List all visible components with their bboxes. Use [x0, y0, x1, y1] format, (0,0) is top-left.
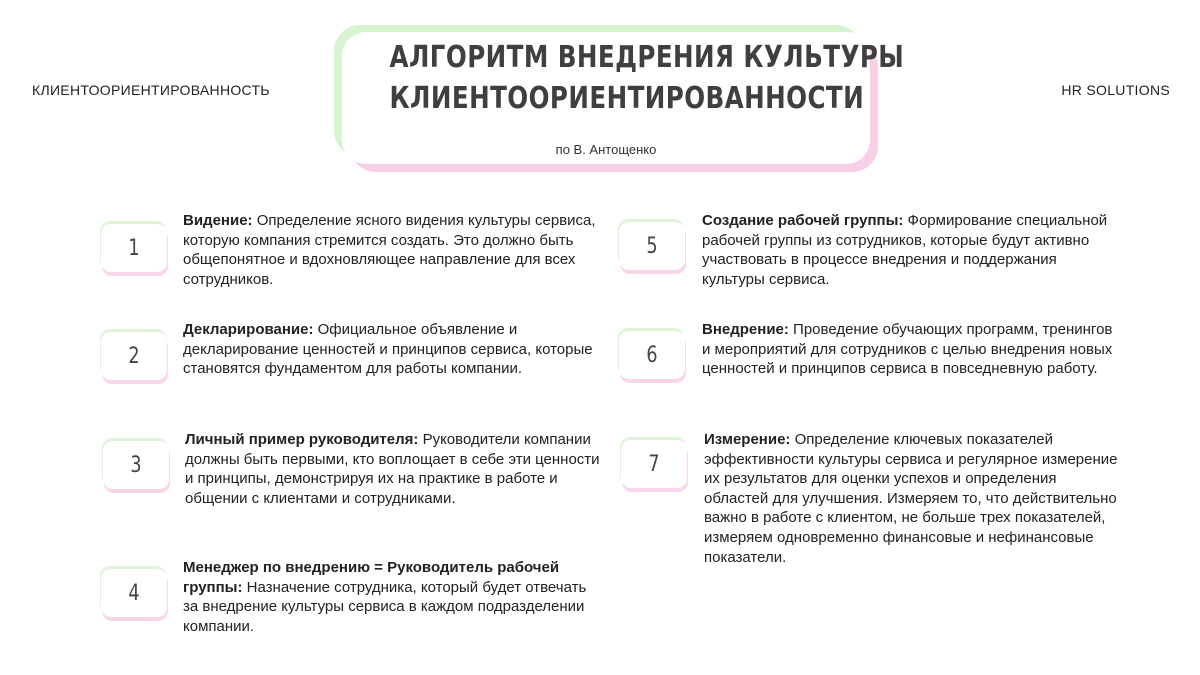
badge-face: [103, 441, 169, 489]
step-description: Официальное объявление и декларирование ценностей и принципов сервиса, которые становятся фундаментом для работы компании.: [183, 321, 593, 378]
step-text: [704, 430, 1124, 567]
step-number: 5: [646, 233, 658, 259]
step-number: 6: [646, 342, 658, 368]
step-title: Измерение:: [704, 431, 791, 448]
step-badge: [100, 224, 168, 274]
step-title: Менеджер по внедрению = Руководитель рабочей группы:: [183, 559, 560, 596]
step-title: Декларирование:: [183, 321, 314, 338]
step-badge: [620, 440, 688, 490]
step-description: Руководители компании должны быть первыми, кто воплощает в себе эти ценности и принципы, демонстрируя их на практике в работе и общении с клиентами и сотрудниками.: [185, 431, 600, 507]
step-badge: [100, 569, 168, 619]
step-number: 7: [648, 451, 660, 477]
header-right-label: HR SOLUTIONS: [1061, 82, 1170, 98]
title-card: [338, 28, 905, 170]
step-text: [183, 211, 603, 289]
step-title: Видение:: [183, 212, 253, 229]
badge-face: [101, 569, 167, 617]
step-number: 4: [128, 580, 140, 606]
page-subtitle: по В. Антощенко: [555, 142, 657, 157]
title-card-face: [342, 32, 905, 164]
step-text: [702, 320, 1122, 379]
step-badge: [618, 331, 686, 381]
step-badge: [618, 222, 686, 272]
step-title: Личный пример руководителя:: [185, 431, 419, 448]
step-text: [185, 430, 605, 508]
step-text: [702, 211, 1122, 289]
page-title-line-2: КЛИЕНТООРИЕНТИРОВАННОСТИ: [389, 81, 865, 116]
step-badge: [100, 332, 168, 382]
header-left-label: КЛИЕНТООРИЕНТИРОВАННОСТЬ: [32, 82, 270, 98]
step-description: Назначение сотрудника, который будет отвечать за внедрение культуры сервиса в каждом подразделении компании.: [183, 578, 587, 635]
step-text: [183, 320, 603, 379]
step-description: Определение ключевых показателей эффективности культуры сервиса и регулярное измерение их результатов для оценки успехов и определения областей для улучшения. Измеряем то, что действительно важно в работе с клиентом, не больше трех показателей, измеряем одновременно финансовые и нефинансовые показатели.: [704, 431, 1118, 566]
badge-face: [619, 222, 685, 270]
step-number: 3: [130, 452, 142, 478]
badge-face: [619, 331, 685, 379]
step-number: 2: [128, 343, 140, 369]
step-title: Внедрение:: [702, 321, 789, 338]
step-description: Формирование специальной рабочей группы из сотрудников, которые будут активно участвовать в процессе внедрения и поддержания культуры сервиса.: [702, 212, 1108, 288]
step-text: [183, 558, 603, 636]
badge-face: [621, 440, 687, 488]
badge-face: [101, 224, 167, 272]
step-badge: [102, 441, 170, 491]
page-title-line-1: АЛГОРИТМ ВНЕДРЕНИЯ КУЛЬТУРЫ: [389, 40, 905, 75]
badge-face: [101, 332, 167, 380]
step-description: Определение ясного видения культуры сервиса, которую компания стремится создать. Это должно быть общепонятное и вдохновляющее направление для всех сотрудников.: [183, 212, 596, 288]
step-title: Создание рабочей группы:: [702, 212, 904, 229]
step-number: 1: [128, 235, 140, 261]
step-description: Проведение обучающих программ, тренингов и мероприятий для сотрудников с целью внедрения новых ценностей и принципов сервиса в повседневную работу.: [702, 321, 1113, 378]
